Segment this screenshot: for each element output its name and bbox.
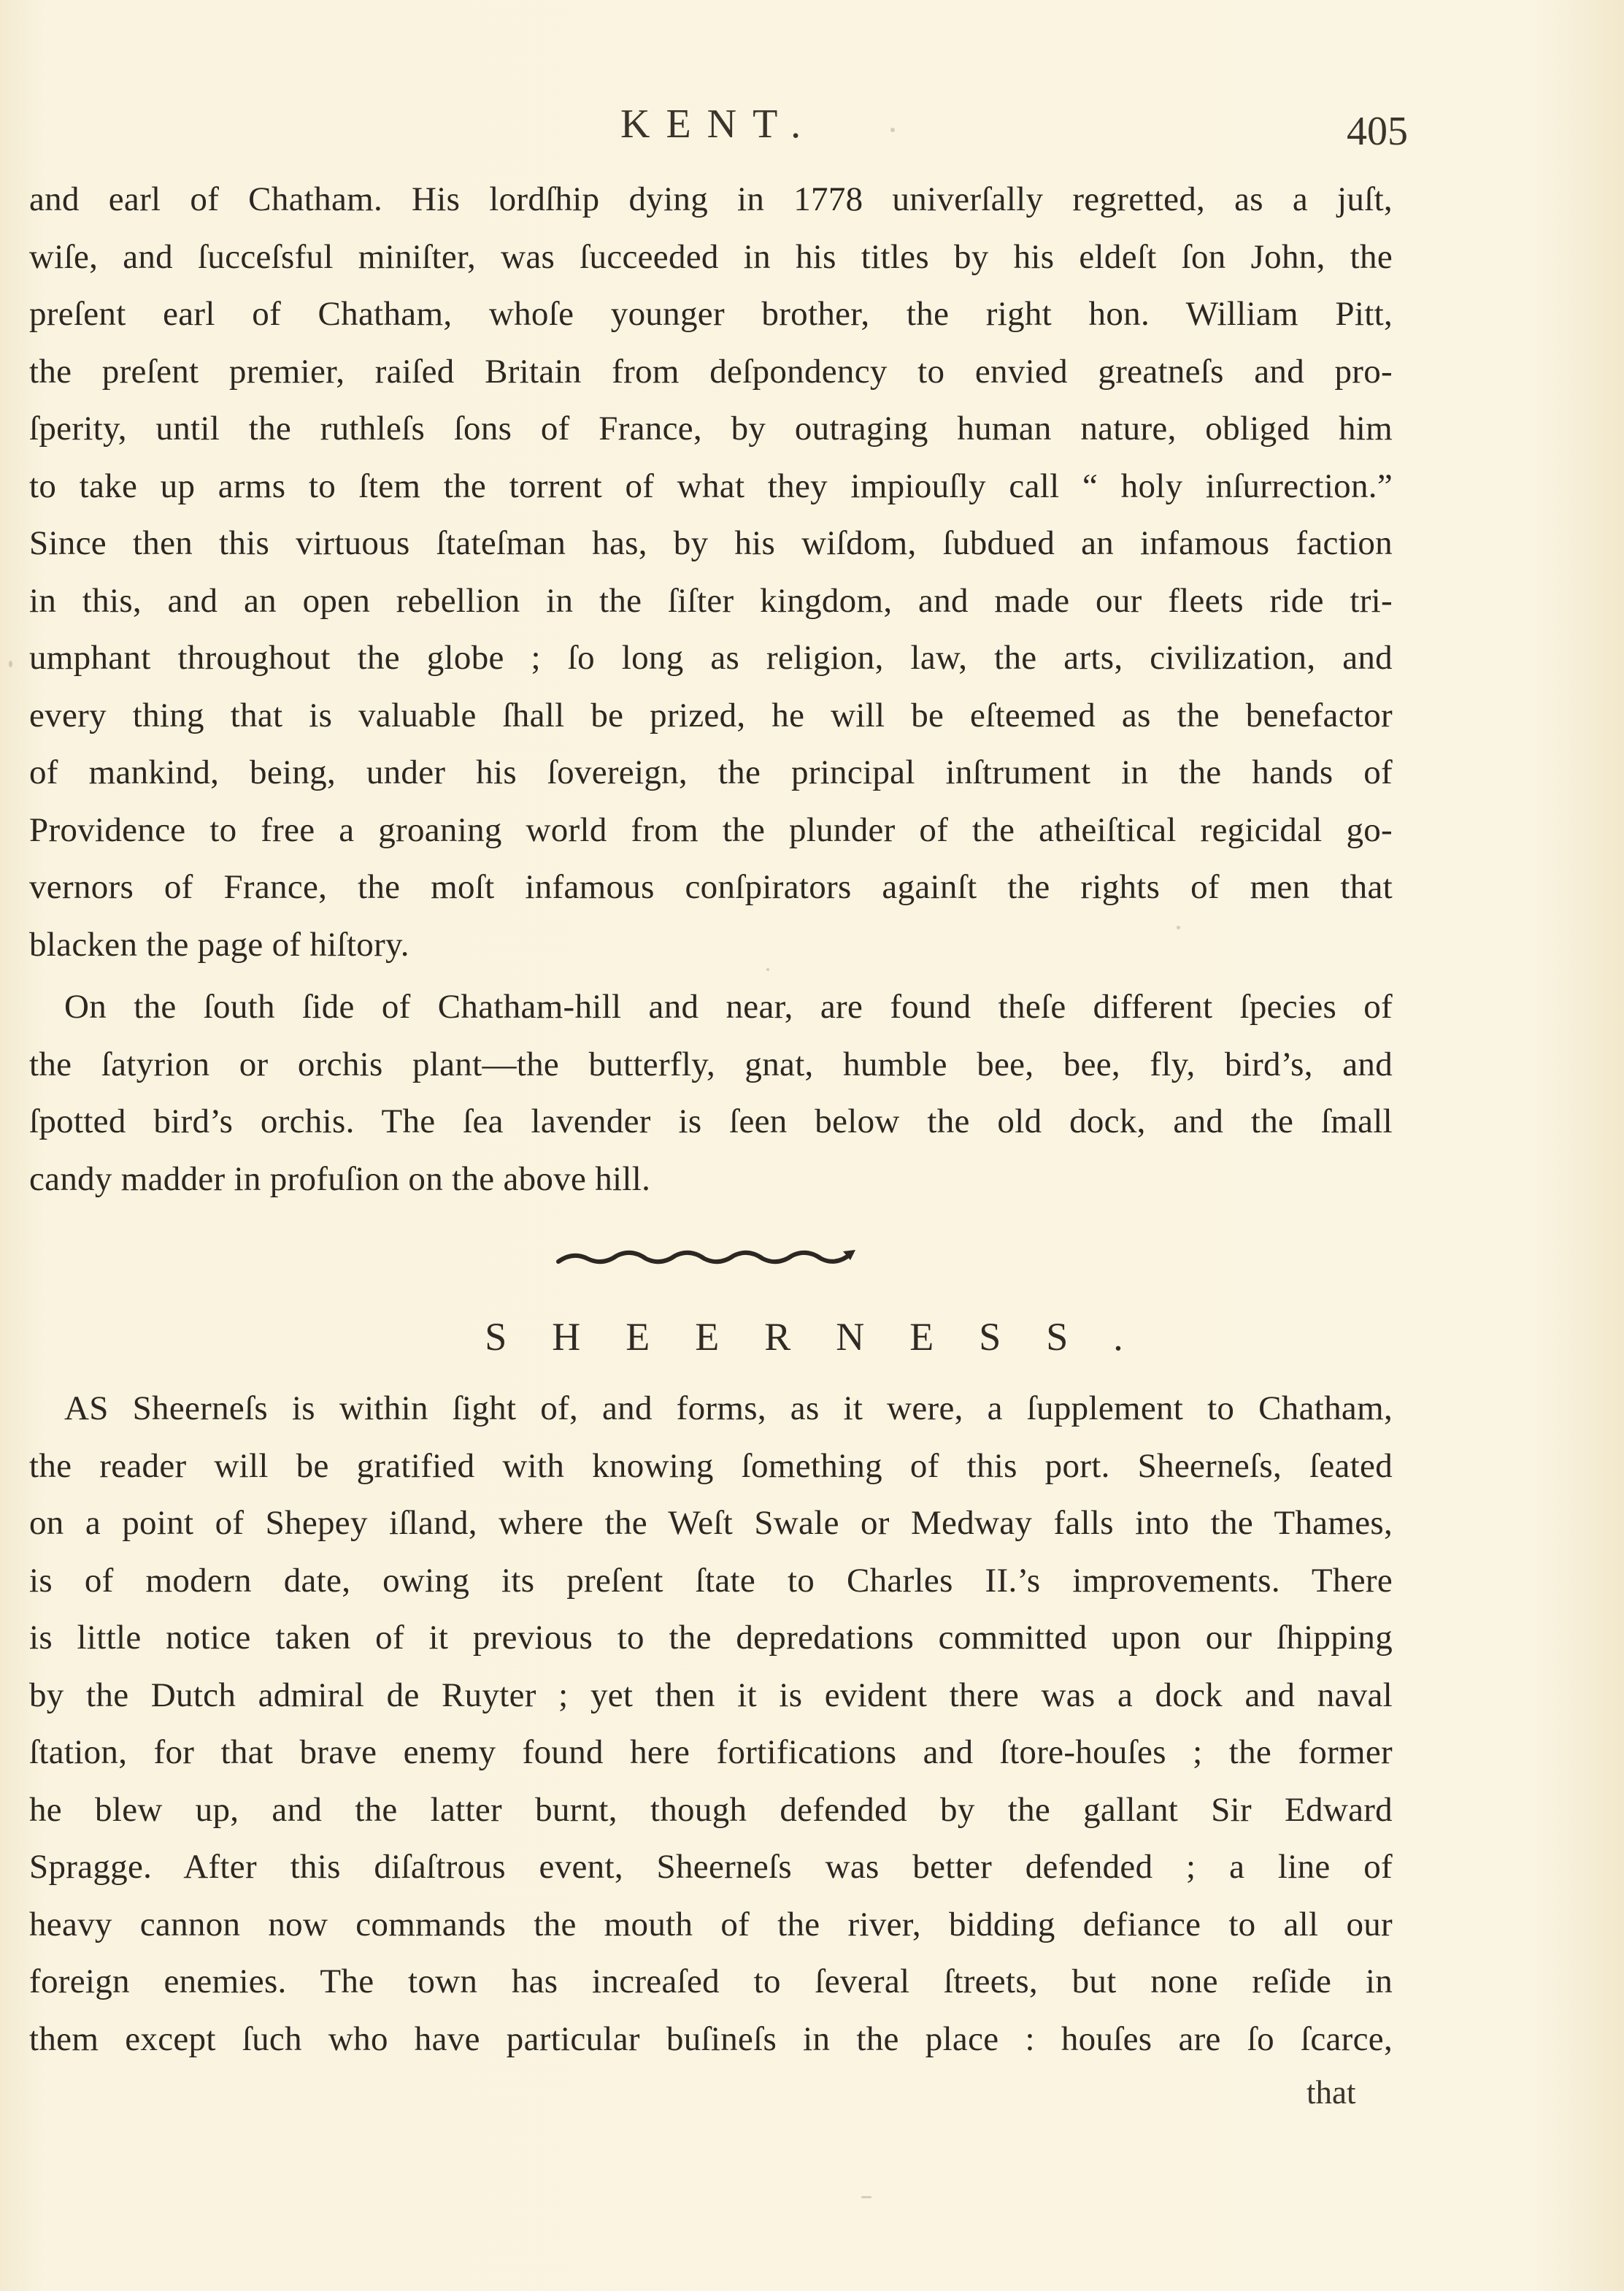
paper-speck [766,968,769,971]
text-line: ſperity, until the ruthleſs ſons of France, by outraging human nature, obliged him [29,410,1393,448]
text-line: is little notice taken of it previous to the depredations committed upon our ſhipping [29,1619,1393,1657]
text-line: ſtation, for that brave enemy found here fortifications and ſtore-houſes ; the former [29,1733,1393,1771]
text-line: to take up arms to ſtem the torrent of what they impiouſly call “ holy inſurrection.” [29,467,1393,505]
paper-speck [861,2196,871,2198]
text-line: Spragge. After this diſaſtrous event, Sheerneſs was better defended ; a line of [29,1848,1393,1886]
text-line: preſent earl of Chatham, whoſe younger brother, the right hon. William Pitt, [29,295,1393,333]
text-line: AS Sheerneſs is within ſight of, and forms, as it were, a ſupplement to Chatham, [64,1389,1393,1427]
text-line: blacken the page of hiſtory. [29,925,409,964]
section-body [29,1380,1393,2068]
text-line: Since then this virtuous ſtateſman has, by his wiſdom, ſubdued an infamous faction [29,524,1393,562]
paragraph-continuation [29,171,1393,973]
running-title: KENT. [620,101,817,147]
text-line: foreign enemies. The town has increaſed to ſeveral ſtreets, but none reſide in [29,1962,1393,2000]
text-line: in this, and an open rebellion in the ſiſter kingdom, and made our fleets ride tri- [29,581,1393,620]
text-line: ſpotted bird’s orchis. The ſea lavender is ſeen below the old dock, and the ſmall [29,1102,1393,1140]
page-number: 405 [1347,109,1408,154]
text-line: of mankind, being, under his ſovereign, the principal inſtrument in the hands of [29,753,1393,791]
text-line: wiſe, and ſucceſsful miniſter, was ſucceeded in his titles by his eldeſt ſon John, the [29,237,1393,276]
text-line: and earl of Chatham. His lordſhip dying in 1778 univerſally regretted, as a juſt, [29,180,1393,218]
paper-speck [890,128,895,132]
section-heading: SHEERNESS. [485,1315,1169,1359]
text-line: the reader will be gratified with knowing ſomething of this port. Sheerneſs, ſeated [29,1446,1393,1485]
text-line: every thing that is valuable ſhall be prized, he will be eſteemed as the benefactor [29,696,1393,734]
paragraph-orchis [29,978,1393,1208]
text-line: On the ſouth ſide of Chatham-hill and near, are found theſe different ſpecies of [64,988,1393,1026]
paper-speck [1177,926,1180,929]
running-head [0,101,1624,152]
text-line: the ſatyrion or orchis plant—the butterfly, gnat, humble bee, bee, fly, bird’s, and [29,1045,1393,1083]
text-line: umphant throughout the globe ; ſo long as religion, law, the arts, civilization, and [29,639,1393,677]
text-line: vernors of France, the moſt infamous conſpirators againſt the rights of men that [29,868,1393,906]
text-line: the preſent premier, raiſed Britain from deſpondency to envied greatneſs and pro- [29,352,1393,391]
text-line: candy madder in profuſion on the above hill. [29,1159,651,1198]
text-line: on a point of Shepey iſland, where the Weſt Swale or Medway falls into the Thames, [29,1504,1393,1542]
paper-speck [9,661,12,667]
ornamental-rule [555,1247,861,1269]
text-line: Providence to free a groaning world from the plunder of the atheiſtical regicidal go- [29,810,1393,849]
text-line: heavy cannon now commands the mouth of the river, bidding defiance to all our [29,1905,1393,1943]
text-line: by the Dutch admiral de Ruyter ; yet then it is evident there was a dock and naval [29,1676,1393,1714]
text-line: is of modern date, owing its preſent ſtate to Charles II.’s improvements. There [29,1561,1393,1600]
text-line: them except ſuch who have particular buſineſs in the place : houſes are ſo ſcarce, [29,2019,1393,2058]
catchword: that [1306,2074,1356,2111]
text-line: he blew up, and the latter burnt, though defended by the gallant Sir Edward [29,1790,1393,1829]
